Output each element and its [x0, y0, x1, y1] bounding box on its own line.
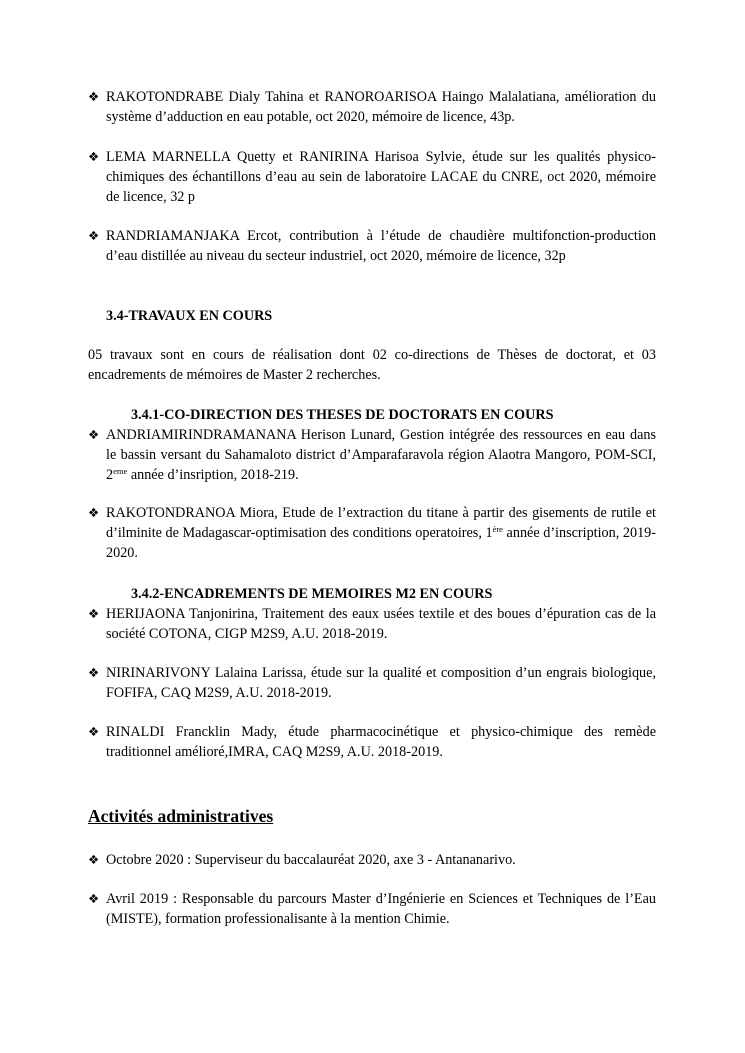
diamond-bullet-icon: ❖ — [88, 852, 100, 867]
list-item-text-end: année d’insription, 2018-219. — [127, 467, 299, 483]
list-item-text: RAKOTONDRABE Dialy Tahina et RANOROARISOA Haingo Malalatiana, amélioration du système d’adduction en eau potable, oct 2020, mémoire de licence, 43p. — [106, 89, 656, 125]
doctoral-thesis-item — [88, 503, 656, 563]
admin-activity-item — [88, 850, 656, 870]
diamond-bullet-icon: ❖ — [88, 427, 100, 442]
diamond-bullet-icon: ❖ — [88, 505, 100, 520]
m2-thesis-item — [88, 604, 656, 644]
diamond-bullet-icon: ❖ — [88, 891, 100, 906]
m2-thesis-item — [88, 663, 656, 703]
list-item-text: RINALDI Francklin Mady, étude pharmacocinétique et physico-chimique des remède traditionnel amélioré,IMRA, CAQ M2S9, A.U. 2018-2019. — [106, 724, 656, 760]
list-item-text: RAKOTONDRANOA Miora, Etude de l’extraction du titane à partir des gisements de rutile et d’ilminite de Madagascar-optimisation des conditions operatoires, 1 — [106, 505, 656, 541]
admin-activity-item — [88, 889, 656, 929]
list-item-text: ANDRIAMIRINDRAMANANA Herison Lunard, Gestion intégrée des ressources en eau dans le bassin versant du Sahamaloto district d’Amparafaravola région Alaotra Mangoro, POM-SCI, 2 — [106, 427, 656, 483]
licence-thesis-item — [88, 147, 656, 207]
licence-thesis-item — [88, 87, 656, 127]
section-heading-travaux: 3.4-TRAVAUX EN COURS — [106, 308, 273, 324]
diamond-bullet-icon: ❖ — [88, 149, 100, 164]
diamond-bullet-icon: ❖ — [88, 606, 100, 621]
diamond-bullet-icon: ❖ — [88, 89, 100, 104]
diamond-bullet-icon: ❖ — [88, 724, 100, 739]
section-heading-admin: Activités administratives — [88, 806, 274, 826]
doctoral-thesis-item — [88, 425, 656, 485]
diamond-bullet-icon: ❖ — [88, 228, 100, 243]
list-item-text: Octobre 2020 : Superviseur du baccalauréat 2020, axe 3 - Antananarivo. — [106, 852, 516, 868]
travaux-intro-paragraph: 05 travaux sont en cours de réalisation dont 02 co-directions de Thèses de doctorat, et 03 encadrements de mémoires de Master 2 recherches. — [88, 347, 656, 383]
list-item-text: RANDRIAMANJAKA Ercot, contribution à l’étude de chaudière multifonction-production d’eau distillée au niveau du secteur industriel, oct 2020, mémoire de licence, 32p — [106, 228, 656, 264]
list-item-text: HERIJAONA Tanjonirina, Traitement des eaux usées textile et des boues d’épuration cas de la société COTONA, CIGP M2S9, A.U. 2018-2019. — [106, 606, 656, 642]
list-item-text: NIRINARIVONY Lalaina Larissa, étude sur la qualité et composition d’un engrais biologique, FOFIFA, CAQ M2S9, A.U. 2018-2019. — [106, 665, 656, 701]
m2-thesis-item — [88, 722, 656, 762]
list-item-text-end: année d’inscription, 2019-2020. — [106, 525, 656, 561]
subsection-heading-encadrements: 3.4.2-ENCADREMENTS DE MEMOIRES M2 EN COURS — [131, 586, 493, 602]
subsection-heading-co-direction: 3.4.1-CO-DIRECTION DES THESES DE DOCTORATS EN COURS — [131, 407, 554, 423]
licence-thesis-item — [88, 226, 656, 266]
superscript: eme — [113, 466, 128, 476]
list-item-text: Avril 2019 : Responsable du parcours Master d’Ingénierie en Sciences et Techniques de l’Eau (MISTE), formation professionalisante à la mention Chimie. — [106, 891, 656, 927]
diamond-bullet-icon: ❖ — [88, 665, 100, 680]
list-item-text: LEMA MARNELLA Quetty et RANIRINA Harisoa Sylvie, étude sur les qualités physico-chimiques des échantillons d’eau au sein de laboratoire LACAE du CNRE, oct 2020, mémoire de licence, 32 p — [106, 149, 656, 205]
superscript: ère — [492, 524, 503, 534]
